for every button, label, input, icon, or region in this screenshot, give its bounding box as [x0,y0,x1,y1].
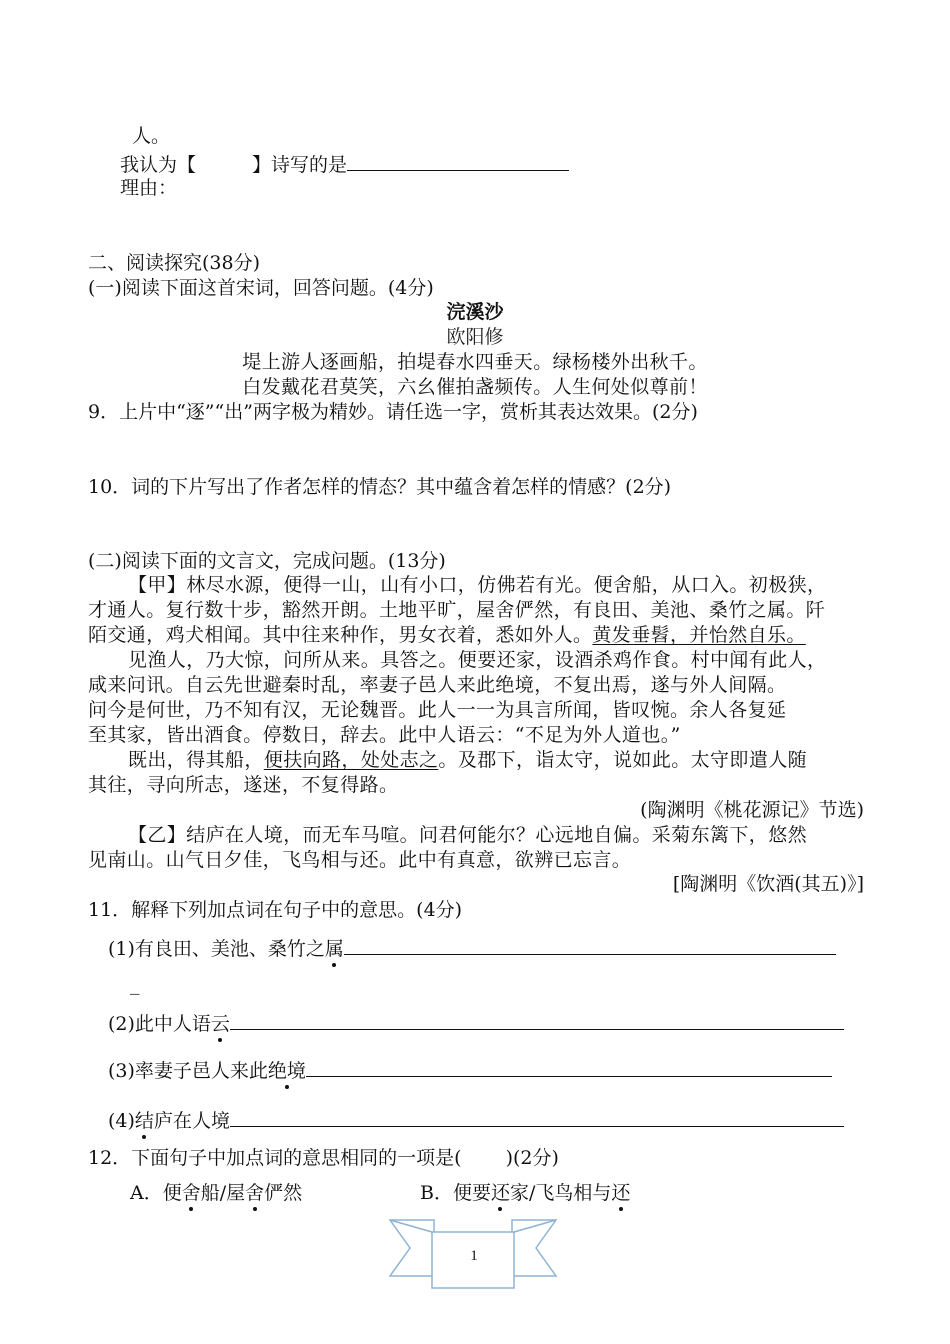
page-number: 1 [470,1248,478,1264]
q11-item-4-dotted: 结 [134,1110,154,1132]
jia-p1-line1: 【甲】林尽水源，便得一山，山有小口，仿佛若有光。便舍船，从口入。初极狭， [128,574,827,596]
question-12 [88,1146,559,1170]
q12-opt-b-pre: B．便要 [420,1182,491,1204]
q12-opt-a-pre: A．便 [130,1182,182,1204]
answer-blank[interactable] [347,150,569,171]
yi-source: [陶渊明《饮酒(其五)》] [672,873,864,895]
q12-opt-b-dot1: 还 [490,1182,510,1204]
part1-intro: (一)阅读下面这首宋词，回答问题。(4分) [88,277,434,299]
yi-line1: 【乙】结庐在人境，而无车马喧。问君何能尔？心远地自偏。采菊东篱下，悠然 [128,824,808,846]
jia-underlined-sentence-2: 便扶向路，处处志之 [263,749,439,771]
yi-line2: 见南山。山气日夕佳，飞鸟相与还。此中有真意，欲辨已忘言。 [88,849,632,871]
jia-p3-text-c: 。及郡下，诣太守，说如此。太守即遣人随 [438,749,808,771]
page-number-badge-icon [388,1194,558,1290]
jia-p1-line3 [88,623,806,647]
q11-item-1-blank[interactable] [344,934,836,955]
q11-item-1-text: (1)有良田、美池、桑竹之 [108,938,325,960]
answer-prefix: 我认为【 [120,154,197,176]
jia-p2-line1: 见渔人，乃大惊，问所从来。具答之。便要还家，设酒杀鸡作食。村中闻有此人， [128,649,827,671]
q12-stem-b: )(2分) [505,1147,559,1169]
q12-opt-b-mid: 家/飞鸟相与 [509,1182,612,1204]
q12-opt-a-dot1: 舍 [181,1182,201,1204]
question-9: 9．上片中“逐”“出”两字极为精妙。请任选一字，赏析其表达效果。(2分) [88,401,698,423]
poem-line-2: 白发戴花君莫笑，六幺催拍盏频传。人生何处似尊前！ [242,376,708,398]
answer-mid: 】诗写的是 [252,154,348,176]
q11-item-3 [108,1056,832,1083]
q11-stray-underscore: _ [130,973,140,995]
jia-p1-line2: 才通人。复行数十步，豁然开朗。土地平旷，屋舍俨然，有良田、美池、桑竹之属。阡 [88,599,826,621]
jia-source: (陶渊明《桃花源记》节选) [640,799,864,821]
q11-item-3-blank[interactable] [306,1056,832,1077]
q11-item-2-text: (2)此中人语 [108,1013,211,1035]
jia-underlined-sentence-1: 黄发垂髫，并怡然自乐。 [592,624,806,646]
q11-item-3-dotted: 绝境 [267,1060,306,1082]
jia-p3-line1 [128,748,807,772]
section-title: 二、阅读探究(38分) [88,252,261,274]
q11-item-2-blank[interactable] [230,1009,844,1030]
jia-p3-line2: 其往，寻向所志，遂迷，不复得路。 [88,774,399,796]
q12-stem-a: 12．下面句子中加点词的意思相同的一项是( [88,1147,462,1169]
poem-title: 浣溪沙 [446,301,504,323]
jia-p2-line3: 问今是何世，乃不知有汉，无论魏晋。此人一一为具言所闻，皆叹惋。余人各复延 [88,699,787,721]
poem-author: 欧阳修 [446,326,504,348]
badge-right-ribbon [512,1220,556,1276]
jia-p3-text-a: 既出，得其船， [128,749,264,771]
q12-opt-a-dot2: 舍 [245,1182,265,1204]
q11-item-4-text: (4) [108,1110,135,1132]
part2-intro: (二)阅读下面的文言文，完成问题。(13分) [88,550,446,572]
q12-option-a[interactable] [130,1181,302,1205]
q11-item-4-text-post: 庐在人境 [153,1110,230,1132]
q11-item-1-dotted: 属 [324,938,344,960]
question-11: 11．解释下列加点词在句子中的意思。(4分) [88,899,463,921]
q11-item-1 [108,934,836,961]
jia-p1-line3-text: 陌交通，鸡犬相闻。其中往来种作，男女衣着，悉如外人。 [88,624,593,646]
q11-item-2 [108,1009,844,1036]
q12-opt-a-mid: 船/屋 [200,1182,246,1204]
q11-item-4-blank[interactable] [230,1106,844,1127]
question-10: 10．词的下片写出了作者怎样的情态？其中蕴含着怎样的情感？(2分) [88,476,672,498]
q11-item-3-text: (3)率妻子邑人来此 [108,1060,268,1082]
prev-question-tail: 人。 [132,125,171,147]
q11-item-4 [108,1106,844,1133]
q12-opt-b-dot2: 还 [611,1182,631,1204]
jia-p2-line4: 至其家，皆出酒食。停数日，辞去。此中人语云：“不足为外人道也。” [88,724,681,746]
answer-line [120,150,569,177]
q12-opt-a-post: 俨然 [264,1182,303,1204]
badge-left-ribbon [390,1220,434,1276]
reason-label: 理由： [120,177,178,199]
q11-item-2-dotted: 云 [210,1013,230,1035]
jia-p2-line2: 咸来问讯。自云先世避秦时乱，率妻子邑人来此绝境，不复出焉，遂与外人间隔。 [88,674,787,696]
poem-line-1: 堤上游人逐画船，拍堤春水四垂天。绿杨楼外出秋千。 [242,351,708,373]
